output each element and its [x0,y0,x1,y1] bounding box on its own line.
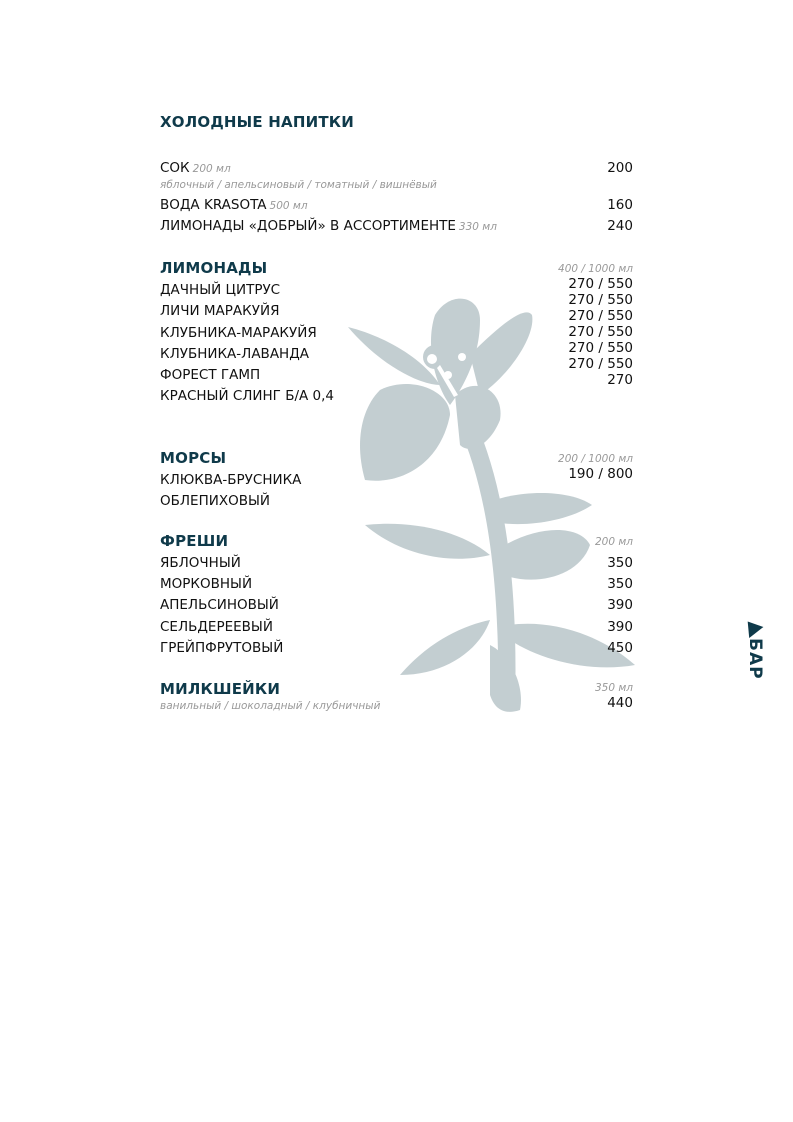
item-price: 160 [607,197,633,213]
item-name: СОК [160,160,190,176]
item-options: ванильный / шоколадный / клубничный [160,700,381,712]
menu-item: КЛУБНИКА-ЛАВАНДА [160,346,309,362]
item-price: 270 / 550 [568,276,633,292]
section-title-lemonades: ЛИМОНАДЫ [160,259,268,277]
column-volume-header: 350 мл [594,682,633,694]
section-title-mors: МОРСЫ [160,449,227,467]
menu-item: КЛЮКВА-БРУСНИКА [160,472,302,488]
menu-page [160,0,633,1122]
section-title-cold-drinks: ХОЛОДНЫЕ НАПИТКИ [160,113,354,131]
menu-item: ФОРЕСТ ГАМП [160,367,261,383]
item-price: 240 [607,218,633,234]
menu-item: ЛИЧИ МАРАКУЙЯ [160,303,280,319]
item-price: 270 / 550 [568,340,633,356]
item-price: 390 [607,619,633,635]
item-price: 440 [607,695,633,711]
item-name: ЛИМОНАДЫ «ДОБРЫЙ» В АССОРТИМЕНТЕ [160,218,456,234]
menu-item: КЛУБНИКА-МАРАКУЙЯ [160,325,317,341]
menu-item: ЯБЛОЧНЫЙ [160,555,241,571]
menu-item-juice [160,160,231,176]
item-price: 350 [607,555,633,571]
column-volume-header: 200 мл [594,536,633,548]
item-volume: 330 мл [458,221,497,233]
tab-corner-icon [741,616,764,638]
item-volume: 500 мл [269,200,308,212]
item-name: ВОДА KRASOTA [160,197,267,213]
item-price: 390 [607,597,633,613]
menu-item: ГРЕЙПФРУТОВЫЙ [160,640,284,656]
menu-item: СЕЛЬДЕРЕЕВЫЙ [160,619,273,635]
section-title-milkshakes: МИЛКШЕЙКИ [160,680,281,698]
item-price: 350 [607,576,633,592]
item-price: 270 / 550 [568,356,633,372]
item-price: 190 / 800 [568,466,633,482]
menu-item-lemonade-dobry [160,218,497,234]
column-volume-header: 400 / 1000 мл [558,263,633,275]
item-options: яблочный / апельсиновый / томатный / вишнёвый [160,179,437,191]
column-volume-header: 200 / 1000 мл [558,453,633,465]
item-price: 270 [607,372,633,388]
menu-item: ОБЛЕПИХОВЫЙ [160,493,270,509]
menu-item-water [160,197,308,213]
item-price: 270 / 550 [568,324,633,340]
menu-item: КРАСНЫЙ СЛИНГ Б/А 0,4 [160,388,334,404]
section-title-fresh: ФРЕШИ [160,532,229,550]
menu-item: АПЕЛЬСИНОВЫЙ [160,597,279,613]
item-volume: 200 мл [192,163,231,175]
side-tab-bar[interactable] [739,620,765,690]
item-price: 200 [607,160,633,176]
side-tab-label: БАР [745,638,765,680]
menu-item: ДАЧНЫЙ ЦИТРУС [160,282,281,298]
menu-item: МОРКОВНЫЙ [160,576,253,592]
item-price: 270 / 550 [568,292,633,308]
item-price: 450 [607,640,633,656]
item-price: 270 / 550 [568,308,633,324]
